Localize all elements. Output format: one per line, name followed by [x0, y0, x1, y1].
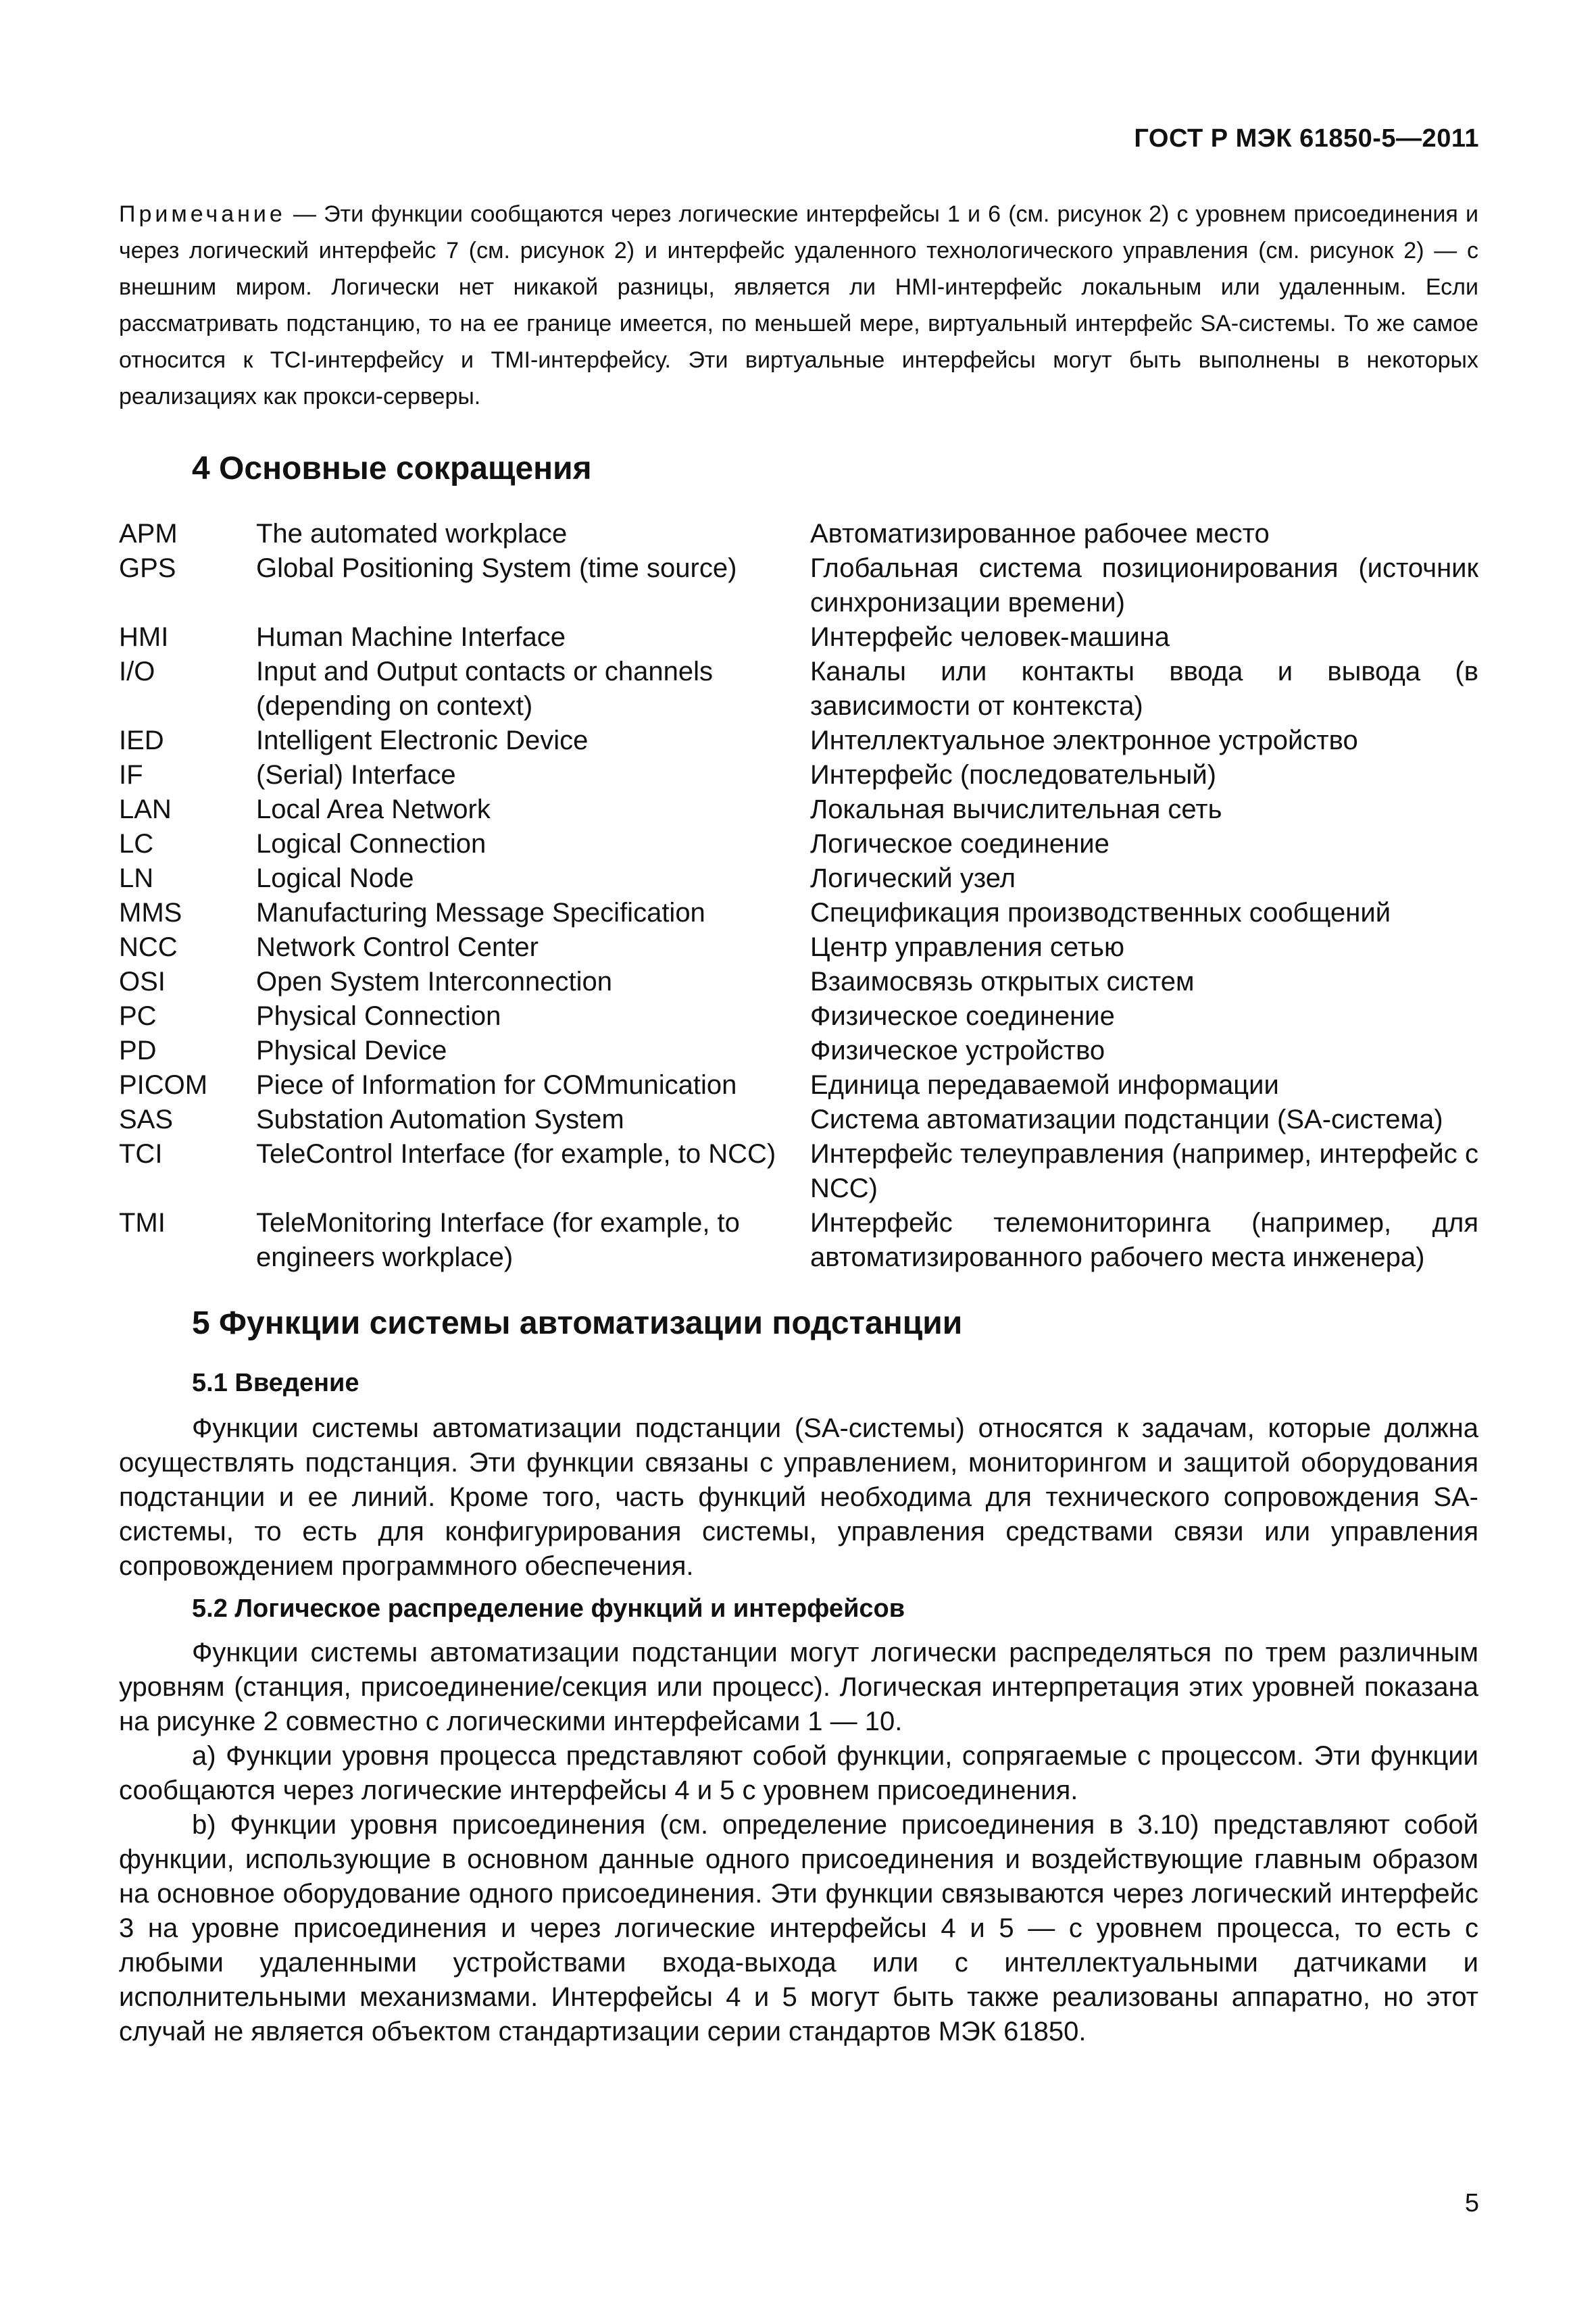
abbreviation-russian: Интерфейс (последовательный) — [810, 760, 1216, 790]
section-5-2-heading: 5.2 Логическое распределение функций и интерфейсов — [192, 1594, 905, 1623]
abbreviation-row — [119, 1206, 1478, 1275]
abbreviation-russian: Спецификация производственных сообщений — [810, 898, 1391, 928]
abbreviation-row — [119, 999, 1478, 1034]
abbreviation-english: The automated workplace — [256, 519, 568, 549]
abbreviation-russian: Интеллектуальное электронное устройство — [810, 726, 1358, 755]
page-content — [119, 196, 1478, 2049]
abbreviation-row — [119, 551, 1478, 620]
abbreviation-code: LN — [119, 863, 154, 893]
abbreviation-row — [119, 930, 1478, 965]
abbreviation-russian: Система автоматизации подстанции (SA-система) — [810, 1105, 1443, 1134]
abbreviation-english: Manufacturing Message Specification — [256, 898, 705, 928]
abbreviation-row — [119, 1103, 1478, 1137]
abbreviation-code: PC — [119, 1001, 157, 1031]
abbreviation-row — [119, 1034, 1478, 1068]
abbreviation-code: LAN — [119, 795, 172, 824]
abbreviation-english: Piece of Information for COMmunication — [256, 1070, 737, 1100]
section-5-1-paragraph: Функции системы автоматизации подстанции (SA-системы) относятся к задачам, которые должна осуществлять подстанция. Эти функции связаны с управлением, мониторингом и защитой оборудования подстанции и ее линий. Кроме того, часть функций необходима для технического сопровождения SA-системы, то есть для конфигурирования системы, управления средствами связи или управления сопровождением программного обеспечения. — [119, 1413, 1478, 1581]
abbreviation-row — [119, 861, 1478, 896]
abbreviation-code: OSI — [119, 967, 166, 997]
abbreviation-english: Intelligent Electronic Device — [256, 726, 589, 755]
section-5-2-item-b: b) Функции уровня присоединения (см. определение присоединения в 3.10) представляют собой функции, использующие в основном данные одного присоединения и воздействующие главным образом на основное оборудование одного присоединения. Эти функции связываются через логический интерфейс 3 на уровне присоединения и через логические интерфейсы 4 и 5 — с уровнем процесса, то есть с любыми удаленными устройствами входа-выхода или с интеллектуальными датчиками и исполнительными механизмами. Интерфейсы 4 и 5 могут быть также реализованы аппаратно, но этот случай не является объектом стандартизации серии стандартов МЭК 61850. — [119, 1810, 1478, 2046]
abbreviation-row — [119, 1137, 1478, 1206]
section-5-2-paragraph: Функции системы автоматизации подстанции могут логически распределяться по трем различным уровням (станция, присоединение/секция или процесс). Логическая интерпретация этих уровней показана на рисунке 2 совместно с логическими интерфейсами 1 — 10. — [119, 1638, 1478, 1736]
abbreviation-row — [119, 655, 1478, 724]
abbreviation-english: Human Machine Interface — [256, 622, 566, 652]
note-paragraph — [119, 196, 1478, 415]
abbreviation-russian: Каналы или контакты ввода и вывода (в зависимости от контекста) — [810, 657, 1478, 721]
abbreviation-english: Input and Output contacts or channels (depending on context) — [256, 657, 713, 721]
abbreviation-english: Physical Device — [256, 1036, 447, 1065]
abbreviation-row — [119, 758, 1478, 793]
abbreviation-row — [119, 827, 1478, 861]
abbreviation-russian: Единица передаваемой информации — [810, 1070, 1279, 1100]
abbreviation-code: IED — [119, 726, 164, 755]
note-label: Примечание — [119, 201, 286, 227]
abbreviation-english: Physical Connection — [256, 1001, 501, 1031]
abbreviation-russian: Интерфейс человек-машина — [810, 622, 1170, 652]
section-5-2-item-a: a) Функции уровня процесса представляют собой функции, сопрягаемые с процессом. Эти функции сообщаются через логические интерфейсы 4 и 5 с уровнем присоединения. — [119, 1741, 1478, 1805]
abbreviation-code: TCI — [119, 1139, 163, 1169]
abbreviation-english: Global Positioning System (time source) — [256, 553, 737, 583]
abbreviation-russian: Взаимосвязь открытых систем — [810, 967, 1195, 997]
note-text: — Эти функции сообщаются через логические интерфейсы 1 и 6 (см. рисунок 2) с уровнем присоединения и через логический интерфейс 7 (см. рисунок 2) и интерфейс удаленного технологического управления (см. рисунок 2) — с внешним миром. Логически нет никакой разницы, является ли HMI-интерфейс локальным или удаленным. Если рассматривать подстанцию, то на ее границе имеется, по меньшей мере, виртуальный интерфейс SA-системы. То же самое относится к TCI-интерфейсу и TMI-интерфейсу. Эти виртуальные интерфейсы могут быть выполнены в некоторых реализациях как прокси-серверы. — [119, 201, 1478, 409]
abbreviation-code: PICOM — [119, 1070, 208, 1100]
abbreviation-row — [119, 896, 1478, 930]
abbreviation-row — [119, 620, 1478, 655]
abbreviation-code: IF — [119, 760, 143, 790]
abbreviation-row — [119, 793, 1478, 827]
abbreviation-code: GPS — [119, 553, 176, 583]
abbreviation-row — [119, 965, 1478, 999]
abbreviation-code: NCC — [119, 932, 178, 962]
section-5-heading: 5 Функции системы автоматизации подстанции — [192, 1305, 963, 1341]
abbreviation-code: TMI — [119, 1208, 166, 1238]
document-header: ГОСТ Р МЭК 61850-5—2011 — [1134, 124, 1479, 153]
abbreviation-russian: Физическое соединение — [810, 1001, 1115, 1031]
abbreviation-code: SAS — [119, 1105, 174, 1134]
abbreviation-code: I/O — [119, 657, 155, 686]
abbreviation-english: (Serial) Interface — [256, 760, 456, 790]
abbreviation-code: LC — [119, 829, 154, 859]
abbreviation-english: Logical Node — [256, 863, 414, 893]
abbreviation-russian: Логический узел — [810, 863, 1016, 893]
abbreviation-code: HMI — [119, 622, 169, 652]
section-5-1-heading: 5.1 Введение — [192, 1369, 359, 1397]
abbreviation-code: APM — [119, 519, 178, 549]
abbreviation-russian: Физическое устройство — [810, 1036, 1105, 1065]
abbreviation-row — [119, 517, 1478, 551]
page-number: 5 — [1464, 2189, 1479, 2217]
abbreviation-russian: Глобальная система позиционирования (источник синхронизации времени) — [810, 553, 1478, 618]
abbreviation-russian: Интерфейс телеуправления (например, интерфейс с NCC) — [810, 1139, 1478, 1203]
abbreviation-code: MMS — [119, 898, 182, 928]
abbreviation-english: Local Area Network — [256, 795, 491, 824]
section-4-heading: 4 Основные сокращения — [192, 451, 592, 486]
abbreviation-row — [119, 724, 1478, 758]
abbreviation-english: Logical Connection — [256, 829, 487, 859]
abbreviation-english: TeleControl Interface (for example, to NCC) — [256, 1139, 776, 1169]
abbreviation-code: PD — [119, 1036, 157, 1065]
abbreviations-table — [119, 517, 1478, 1275]
abbreviation-russian: Локальная вычислительная сеть — [810, 795, 1222, 824]
abbreviation-russian: Автоматизированное рабочее место — [810, 519, 1270, 549]
abbreviation-english: TeleMonitoring Interface (for example, to engineers workplace) — [256, 1208, 740, 1272]
abbreviation-russian: Логическое соединение — [810, 829, 1109, 859]
abbreviation-russian: Интерфейс телемониторинга (например, для автоматизированного рабочего места инженера) — [810, 1208, 1478, 1272]
abbreviation-row — [119, 1068, 1478, 1103]
abbreviation-english: Network Control Center — [256, 932, 539, 962]
abbreviation-english: Open System Interconnection — [256, 967, 612, 997]
abbreviation-russian: Центр управления сетью — [810, 932, 1124, 962]
abbreviation-english: Substation Automation System — [256, 1105, 624, 1134]
